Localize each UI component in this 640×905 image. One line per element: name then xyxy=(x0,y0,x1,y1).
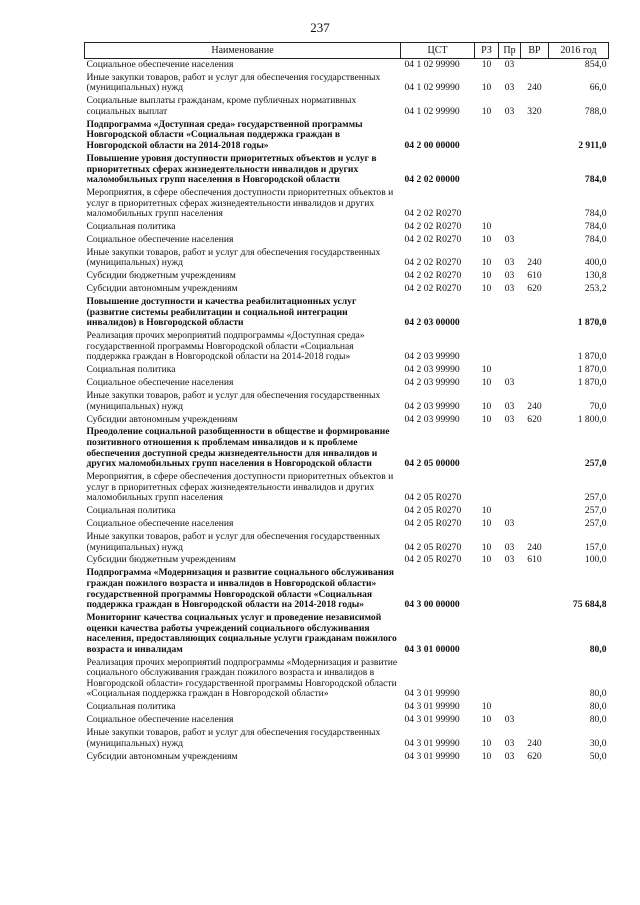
cell-pr xyxy=(499,471,521,505)
cell-name: Социальная политика xyxy=(86,505,176,517)
cell-pr: 03 xyxy=(504,257,515,269)
cell-cst: 04 2 02 R0270 xyxy=(404,257,462,269)
cell-name: Реализация прочих мероприятий подпрограммы «Модернизация и развитие социального обслуживания граждан пожилого возраста и инвалидов в Новгородской области» государственной программы Новгородской области «Социальная поддержка граждан в Новгородской области» xyxy=(86,656,398,700)
cell-sum: 30,0 xyxy=(589,737,607,749)
cell-rz xyxy=(475,426,499,471)
cell-cst: 04 2 02 R0270 xyxy=(404,208,462,220)
cell-pr: 03 xyxy=(504,554,515,566)
table-row xyxy=(85,714,609,727)
table-row xyxy=(85,330,609,364)
cell-rz xyxy=(475,612,499,657)
cell-pr: 03 xyxy=(504,377,515,389)
cell-sum: 1 800,0 xyxy=(577,413,607,425)
cell-cst: 04 2 02 R0270 xyxy=(404,270,462,282)
cell-pr xyxy=(499,612,521,657)
cell-name: Субсидии автономным учреждениям xyxy=(86,413,238,425)
table-row xyxy=(85,612,609,657)
cell-sum: 75 684,8 xyxy=(572,599,607,611)
cell-rz xyxy=(475,657,499,702)
cell-vr: 240 xyxy=(527,257,542,269)
table-row xyxy=(85,657,609,702)
cell-sum: 80,0 xyxy=(589,714,607,726)
cell-cst: 04 3 01 99990 xyxy=(404,714,460,726)
budget-table xyxy=(84,42,609,764)
cell-vr: 620 xyxy=(527,413,542,425)
cell-rz xyxy=(475,296,499,330)
cell-name: Повышение уровня доступности приоритетных объектов и услуг в приоритетных сферах жизнедеятельности инвалидов и других маломобильных групп населения в Новгородской области xyxy=(86,152,377,186)
cell-pr xyxy=(499,153,521,187)
cell-pr: 03 xyxy=(504,737,515,749)
cell-vr xyxy=(521,187,549,221)
table-row xyxy=(85,701,609,714)
column-header-rz: РЗ xyxy=(475,43,499,59)
cell-name: Субсидии автономным учреждениям xyxy=(86,283,238,295)
cell-sum: 70,0 xyxy=(589,400,607,412)
cell-cst: 04 3 01 99990 xyxy=(404,701,460,713)
cell-cst: 04 2 05 R0270 xyxy=(404,554,462,566)
page-number: 237 xyxy=(310,20,330,35)
cell-name: Социальная политика xyxy=(86,364,176,376)
cell-name: Иные закупки товаров, работ и услуг для обеспечения государственных (муниципальных) нужд xyxy=(86,71,381,94)
column-header-cst: ЦСТ xyxy=(401,43,475,59)
cell-sum: 157,0 xyxy=(584,541,607,553)
cell-name: Иные закупки товаров, работ и услуг для обеспечения государственных (муниципальных) нужд xyxy=(86,530,381,553)
cell-cst: 04 2 03 99990 xyxy=(404,377,460,389)
cell-rz: 10 xyxy=(481,364,492,376)
cell-sum: 50,0 xyxy=(589,750,607,762)
table-row xyxy=(85,751,609,764)
cell-pr: 03 xyxy=(504,750,515,762)
cell-cst: 04 2 03 99990 xyxy=(404,364,460,376)
cell-rz: 10 xyxy=(481,283,492,295)
cell-sum: 784,0 xyxy=(584,174,607,186)
cell-pr: 03 xyxy=(504,59,515,70)
cell-pr: 03 xyxy=(504,283,515,295)
table-row xyxy=(85,234,609,247)
cell-sum: 80,0 xyxy=(589,643,607,655)
cell-vr: 240 xyxy=(527,400,542,412)
cell-cst: 04 1 02 99990 xyxy=(404,59,460,70)
cell-name: Социальное обеспечение населения xyxy=(86,233,234,245)
cell-name: Субсидии бюджетным учреждениям xyxy=(86,554,236,566)
cell-cst: 04 1 02 99990 xyxy=(404,105,460,117)
cell-pr xyxy=(499,567,521,612)
cell-sum: 2 911,0 xyxy=(578,140,607,152)
cell-pr xyxy=(499,426,521,471)
cell-cst: 04 2 00 00000 xyxy=(404,140,460,152)
cell-name: Иные закупки товаров, работ и услуг для обеспечения государственных (муниципальных) нужд xyxy=(86,246,381,269)
table-row xyxy=(85,377,609,390)
cell-sum: 400,0 xyxy=(584,257,607,269)
cell-vr: 610 xyxy=(527,554,542,566)
cell-vr xyxy=(521,153,549,187)
cell-rz: 10 xyxy=(481,221,492,233)
cell-pr: 03 xyxy=(504,105,515,117)
column-header-pr: Пр xyxy=(499,43,521,59)
table-row xyxy=(85,567,609,612)
cell-name: Социальное обеспечение населения xyxy=(86,59,234,70)
column-header-vr: ВР xyxy=(521,43,549,59)
cell-rz: 10 xyxy=(481,105,492,117)
cell-name: Иные закупки товаров, работ и услуг для обеспечения государственных (муниципальных) нужд xyxy=(86,727,381,749)
column-header-sum: 2016 год xyxy=(549,43,609,59)
cell-vr xyxy=(521,505,549,518)
cell-rz xyxy=(475,187,499,221)
cell-vr xyxy=(521,296,549,330)
cell-cst: 04 2 02 00000 xyxy=(404,174,460,186)
cell-rz: 10 xyxy=(481,701,492,713)
cell-name: Мониторинг качества социальных услуг и проведение независимой оценки качества работы учреждений социального обслуживания населения, предоставляющих социальные услуги гражданам пожилого возраста и инвалидам xyxy=(86,612,397,655)
cell-rz xyxy=(475,471,499,505)
cell-name: Иные закупки товаров, работ и услуг для обеспечения государственных (муниципальных) нужд xyxy=(86,390,381,412)
cell-cst: 04 2 02 R0270 xyxy=(404,283,462,295)
table-row xyxy=(85,59,609,72)
table-row xyxy=(85,471,609,505)
cell-vr: 240 xyxy=(527,541,542,553)
cell-sum: 1 870,0 xyxy=(577,377,607,389)
cell-cst: 04 2 02 R0270 xyxy=(404,221,462,233)
cell-vr: 320 xyxy=(527,105,542,117)
cell-vr xyxy=(521,59,549,72)
cell-rz: 10 xyxy=(481,82,492,94)
cell-pr: 03 xyxy=(504,518,515,530)
cell-rz: 10 xyxy=(481,270,492,282)
cell-sum: 253,2 xyxy=(584,283,607,295)
cell-rz: 10 xyxy=(481,59,492,70)
cell-name: Мероприятия, в сфере обеспечения доступности приоритетных объектов и услуг в приоритетных сферах жизнедеятельности инвалидов и других маломобильных групп населения xyxy=(86,187,394,220)
cell-cst: 04 3 01 99990 xyxy=(404,750,460,762)
cell-vr xyxy=(521,426,549,471)
table-row xyxy=(85,153,609,187)
cell-cst: 04 2 03 99990 xyxy=(404,351,460,363)
cell-name: Социальные выплаты гражданам, кроме публичных нормативных социальных выплат xyxy=(86,95,357,117)
cell-cst: 04 3 01 99990 xyxy=(404,688,460,700)
cell-cst: 04 2 02 R0270 xyxy=(404,233,462,245)
cell-pr xyxy=(499,187,521,221)
cell-name: Социальная политика xyxy=(86,701,176,713)
cell-sum: 257,0 xyxy=(584,505,607,517)
table-row xyxy=(85,119,609,153)
cell-vr xyxy=(521,119,549,153)
cell-cst: 04 2 03 99990 xyxy=(404,400,460,412)
cell-sum: 257,0 xyxy=(584,492,607,504)
cell-cst: 04 2 05 R0270 xyxy=(404,518,462,530)
cell-rz: 10 xyxy=(481,505,492,517)
cell-rz: 10 xyxy=(481,377,492,389)
cell-name: Социальная политика xyxy=(86,221,176,233)
table-row xyxy=(85,283,609,296)
cell-rz: 10 xyxy=(481,750,492,762)
cell-cst: 04 3 01 99990 xyxy=(404,737,460,749)
cell-pr xyxy=(499,296,521,330)
cell-cst: 04 3 01 00000 xyxy=(404,643,460,655)
cell-pr: 03 xyxy=(504,233,515,245)
cell-name: Повышение доступности и качества реабилитационных услуг (развитие системы реабилитации и социальной интеграции инвалидов) в Новгородской области xyxy=(86,296,357,329)
table-row xyxy=(85,531,609,554)
cell-pr xyxy=(499,221,521,234)
cell-name: Субсидии бюджетным учреждениям xyxy=(86,270,236,282)
cell-cst: 04 3 00 00000 xyxy=(404,599,460,611)
table-row xyxy=(85,554,609,567)
cell-rz: 10 xyxy=(481,257,492,269)
cell-cst: 04 2 05 R0270 xyxy=(404,505,462,517)
cell-pr xyxy=(499,364,521,377)
cell-vr: 240 xyxy=(527,737,542,749)
cell-pr xyxy=(499,119,521,153)
cell-cst: 04 1 02 99990 xyxy=(404,82,460,94)
cell-rz xyxy=(475,567,499,612)
cell-rz xyxy=(475,153,499,187)
table-row xyxy=(85,390,609,413)
cell-vr xyxy=(521,657,549,702)
cell-cst: 04 2 05 R0270 xyxy=(404,492,462,504)
cell-vr xyxy=(521,567,549,612)
cell-vr xyxy=(521,221,549,234)
cell-sum: 130,8 xyxy=(584,270,607,282)
cell-vr xyxy=(521,471,549,505)
cell-sum: 257,0 xyxy=(584,518,607,530)
cell-sum: 257,0 xyxy=(584,458,607,470)
cell-sum: 1 870,0 xyxy=(577,317,607,329)
cell-cst: 04 2 05 R0270 xyxy=(404,541,462,553)
cell-rz: 10 xyxy=(481,554,492,566)
table-row xyxy=(85,270,609,283)
table-row xyxy=(85,247,609,270)
cell-name: Подпрограмма «Модернизация и развитие социального обслуживания граждан пожилого возраста и инвалидов в Новгородской области» государственной программы Новгородской области «Социальная поддержка граждан в Новгородской области на 2014-2018 годы» xyxy=(86,567,394,611)
cell-vr xyxy=(521,612,549,657)
table-row xyxy=(85,505,609,518)
cell-vr: 240 xyxy=(527,82,542,94)
cell-sum: 784,0 xyxy=(584,221,607,233)
cell-sum: 854,0 xyxy=(584,59,607,70)
cell-cst: 04 2 03 00000 xyxy=(404,317,460,329)
cell-pr: 03 xyxy=(504,541,515,553)
cell-pr: 03 xyxy=(504,400,515,412)
cell-vr xyxy=(521,234,549,247)
table-header xyxy=(85,43,609,59)
cell-sum: 1 870,0 xyxy=(577,351,607,363)
cell-sum: 80,0 xyxy=(589,701,607,713)
cell-pr: 03 xyxy=(504,413,515,425)
cell-rz: 10 xyxy=(481,413,492,425)
cell-cst: 04 2 03 99990 xyxy=(404,413,460,425)
table-row xyxy=(85,518,609,531)
table-row xyxy=(85,727,609,750)
cell-vr xyxy=(521,377,549,390)
cell-rz xyxy=(475,330,499,364)
cell-sum: 66,0 xyxy=(589,82,607,94)
table-row xyxy=(85,426,609,471)
cell-rz: 10 xyxy=(481,541,492,553)
cell-pr xyxy=(499,505,521,518)
cell-rz: 10 xyxy=(481,737,492,749)
cell-sum: 80,0 xyxy=(589,688,607,700)
cell-name: Социальное обеспечение населения xyxy=(86,714,234,726)
cell-vr: 620 xyxy=(527,750,542,762)
cell-vr xyxy=(521,364,549,377)
table-row xyxy=(85,296,609,330)
cell-name: Подпрограмма «Доступная среда» государственной программы Новгородской области «Социальная поддержка граждан в Новгородской области на 2014-2018 годы» xyxy=(86,118,363,152)
cell-name: Преодоление социальной разобщенности в обществе и формирование позитивного отношения к проблемам инвалидов и к проблеме обеспечения доступной среды жизнедеятельности для инвалидов и других маломобильных групп населения в Новгородской области xyxy=(86,426,390,470)
cell-pr xyxy=(499,701,521,714)
cell-sum: 1 870,0 xyxy=(577,364,607,376)
table-body xyxy=(85,59,609,764)
cell-pr: 03 xyxy=(504,270,515,282)
cell-pr: 03 xyxy=(504,82,515,94)
cell-vr xyxy=(521,518,549,531)
cell-rz: 10 xyxy=(481,400,492,412)
table-row xyxy=(85,95,609,118)
cell-vr xyxy=(521,330,549,364)
cell-sum: 784,0 xyxy=(584,233,607,245)
cell-rz: 10 xyxy=(481,233,492,245)
cell-rz: 10 xyxy=(481,714,492,726)
cell-name: Социальное обеспечение населения xyxy=(86,377,234,389)
cell-name: Реализация прочих мероприятий подпрограммы «Доступная среда» государственной программы Новгородской области «Социальная поддержка граждан в Новгородской области на 2014-2018 годы» xyxy=(86,330,365,363)
table-row xyxy=(85,221,609,234)
cell-pr xyxy=(499,657,521,702)
cell-pr xyxy=(499,330,521,364)
cell-cst: 04 2 05 00000 xyxy=(404,458,460,470)
table-row xyxy=(85,187,609,221)
cell-sum: 100,0 xyxy=(584,554,607,566)
table-row xyxy=(85,414,609,427)
cell-sum: 784,0 xyxy=(584,208,607,220)
cell-vr xyxy=(521,714,549,727)
cell-sum: 788,0 xyxy=(584,105,607,117)
cell-vr xyxy=(521,701,549,714)
table-row xyxy=(85,72,609,95)
cell-rz xyxy=(475,119,499,153)
cell-name: Субсидии автономным учреждениям xyxy=(86,750,238,762)
cell-vr: 620 xyxy=(527,283,542,295)
table-row xyxy=(85,364,609,377)
cell-rz: 10 xyxy=(481,518,492,530)
column-header-name: Наименование xyxy=(85,43,401,59)
cell-name: Социальное обеспечение населения xyxy=(86,518,234,530)
cell-pr: 03 xyxy=(504,714,515,726)
cell-name: Мероприятия, в сфере обеспечения доступности приоритетных объектов и услуг в приоритетных сферах жизнедеятельности инвалидов и других маломобильных групп населения xyxy=(86,471,394,504)
cell-vr: 610 xyxy=(527,270,542,282)
